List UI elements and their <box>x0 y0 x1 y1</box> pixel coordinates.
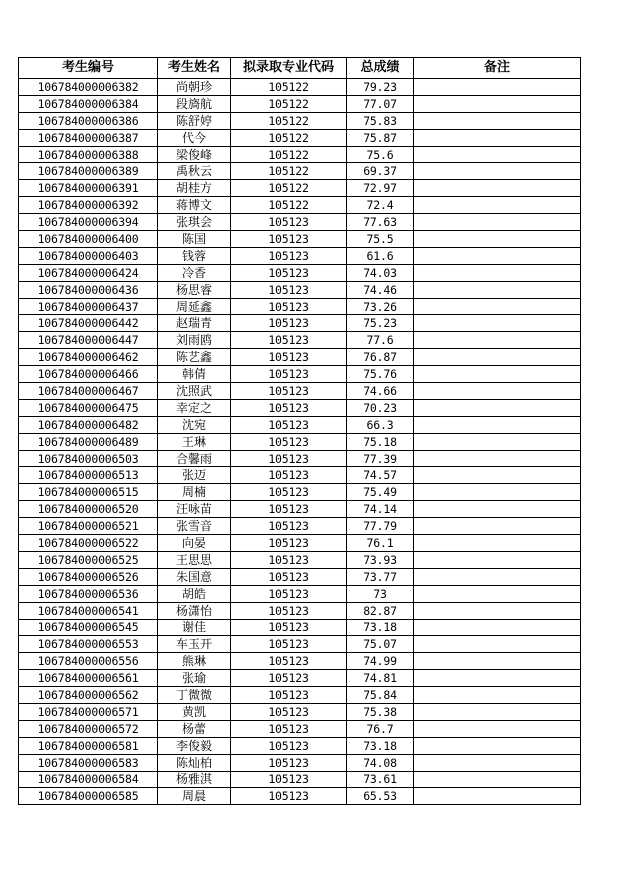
candidate-id-cell: 106784000006424 <box>19 264 158 281</box>
table-row <box>19 332 581 349</box>
remarks-cell <box>414 180 581 197</box>
candidate-name-cell: 陈国 <box>158 231 231 248</box>
candidate-name-cell: 代今 <box>158 129 231 146</box>
remarks-cell <box>414 703 581 720</box>
candidate-name-cell: 陈舒婷 <box>158 112 231 129</box>
candidate-name-cell: 冷香 <box>158 264 231 281</box>
table-row <box>19 737 581 754</box>
table-row <box>19 281 581 298</box>
major-code-cell: 105123 <box>231 788 347 805</box>
candidate-name-cell: 韩倩 <box>158 366 231 383</box>
candidate-id-cell: 106784000006515 <box>19 484 158 501</box>
candidate-id-cell: 106784000006394 <box>19 214 158 231</box>
remarks-cell <box>414 636 581 653</box>
candidate-name-cell: 杨雅淇 <box>158 771 231 788</box>
major-code-cell: 105123 <box>231 450 347 467</box>
remarks-cell <box>414 332 581 349</box>
remarks-cell <box>414 467 581 484</box>
candidate-id-cell: 106784000006581 <box>19 737 158 754</box>
total-score-cell: 74.14 <box>347 501 414 518</box>
candidate-name-cell: 李俊毅 <box>158 737 231 754</box>
table-row <box>19 636 581 653</box>
total-score-cell: 72.4 <box>347 197 414 214</box>
candidate-name-cell: 沈照武 <box>158 383 231 400</box>
total-score-cell: 65.53 <box>347 788 414 805</box>
table-row <box>19 163 581 180</box>
table-row <box>19 450 581 467</box>
table-row <box>19 754 581 771</box>
total-score-cell: 73 <box>347 585 414 602</box>
major-code-cell: 105122 <box>231 197 347 214</box>
remarks-cell <box>414 129 581 146</box>
table-row <box>19 484 581 501</box>
major-code-cell: 105122 <box>231 163 347 180</box>
total-score-cell: 75.38 <box>347 703 414 720</box>
major-code-cell: 105123 <box>231 636 347 653</box>
candidate-name-cell: 胡皓 <box>158 585 231 602</box>
candidate-name-cell: 黄凯 <box>158 703 231 720</box>
major-code-cell: 105123 <box>231 551 347 568</box>
table-row <box>19 247 581 264</box>
major-code-cell: 105123 <box>231 467 347 484</box>
total-score-cell: 73.18 <box>347 619 414 636</box>
total-score-cell: 74.03 <box>347 264 414 281</box>
candidate-id-cell: 106784000006585 <box>19 788 158 805</box>
total-score-cell: 75.5 <box>347 231 414 248</box>
remarks-cell <box>414 535 581 552</box>
major-code-cell: 105122 <box>231 112 347 129</box>
major-code-cell: 105123 <box>231 737 347 754</box>
remarks-cell <box>414 315 581 332</box>
table-row <box>19 416 581 433</box>
table-row <box>19 146 581 163</box>
remarks-cell <box>414 771 581 788</box>
candidate-name-cell: 沈宛 <box>158 416 231 433</box>
remarks-cell <box>414 433 581 450</box>
major-code-cell: 105123 <box>231 416 347 433</box>
candidate-id-cell: 106784000006503 <box>19 450 158 467</box>
table-row <box>19 399 581 416</box>
candidate-id-cell: 106784000006525 <box>19 551 158 568</box>
major-code-cell: 105122 <box>231 146 347 163</box>
table-row <box>19 433 581 450</box>
total-score-cell: 74.46 <box>347 281 414 298</box>
candidate-id-cell: 106784000006521 <box>19 518 158 535</box>
total-score-cell: 69.37 <box>347 163 414 180</box>
table-row <box>19 383 581 400</box>
table-row <box>19 653 581 670</box>
total-score-cell: 75.83 <box>347 112 414 129</box>
major-code-cell: 105123 <box>231 247 347 264</box>
remarks-cell <box>414 518 581 535</box>
major-code-cell: 105123 <box>231 264 347 281</box>
remarks-cell <box>414 214 581 231</box>
candidate-id-cell: 106784000006561 <box>19 670 158 687</box>
total-score-cell: 74.57 <box>347 467 414 484</box>
total-score-cell: 73.77 <box>347 568 414 585</box>
table-row <box>19 349 581 366</box>
major-code-cell: 105122 <box>231 95 347 112</box>
candidate-name-cell: 胡桂方 <box>158 180 231 197</box>
candidate-name-cell: 蒋博文 <box>158 197 231 214</box>
major-code-cell: 105123 <box>231 332 347 349</box>
candidate-name-cell: 王琳 <box>158 433 231 450</box>
candidate-name-cell: 谢佳 <box>158 619 231 636</box>
candidate-name-cell: 杨蕾 <box>158 720 231 737</box>
remarks-cell <box>414 602 581 619</box>
candidate-name-cell: 尚朝珍 <box>158 79 231 96</box>
admission-score-table <box>18 57 581 805</box>
remarks-cell <box>414 416 581 433</box>
candidate-id-cell: 106784000006556 <box>19 653 158 670</box>
major-code-cell: 105122 <box>231 129 347 146</box>
remarks-cell <box>414 366 581 383</box>
candidate-id-cell: 106784000006442 <box>19 315 158 332</box>
header-remarks: 备注 <box>414 58 581 79</box>
table-header <box>19 58 581 79</box>
table-row <box>19 214 581 231</box>
major-code-cell: 105123 <box>231 670 347 687</box>
remarks-cell <box>414 247 581 264</box>
total-score-cell: 74.81 <box>347 670 414 687</box>
remarks-cell <box>414 163 581 180</box>
total-score-cell: 75.18 <box>347 433 414 450</box>
table-row <box>19 788 581 805</box>
total-score-cell: 77.79 <box>347 518 414 535</box>
remarks-cell <box>414 112 581 129</box>
candidate-name-cell: 陈灿柏 <box>158 754 231 771</box>
candidate-name-cell: 朱国意 <box>158 568 231 585</box>
remarks-cell <box>414 95 581 112</box>
candidate-name-cell: 陈艺鑫 <box>158 349 231 366</box>
total-score-cell: 74.08 <box>347 754 414 771</box>
candidate-id-cell: 106784000006545 <box>19 619 158 636</box>
total-score-cell: 77.39 <box>347 450 414 467</box>
major-code-cell: 105123 <box>231 602 347 619</box>
table-row <box>19 551 581 568</box>
table-body <box>19 79 581 805</box>
candidate-name-cell: 车玉开 <box>158 636 231 653</box>
candidate-id-cell: 106784000006387 <box>19 129 158 146</box>
candidate-name-cell: 张瑜 <box>158 670 231 687</box>
table-row <box>19 602 581 619</box>
total-score-cell: 77.63 <box>347 214 414 231</box>
candidate-id-cell: 106784000006436 <box>19 281 158 298</box>
major-code-cell: 105123 <box>231 484 347 501</box>
table-row <box>19 619 581 636</box>
total-score-cell: 77.07 <box>347 95 414 112</box>
major-code-cell: 105123 <box>231 366 347 383</box>
candidate-id-cell: 106784000006541 <box>19 602 158 619</box>
candidate-id-cell: 106784000006572 <box>19 720 158 737</box>
major-code-cell: 105123 <box>231 720 347 737</box>
candidate-id-cell: 106784000006536 <box>19 585 158 602</box>
candidate-name-cell: 向晏 <box>158 535 231 552</box>
table-row <box>19 79 581 96</box>
table-row <box>19 501 581 518</box>
candidate-name-cell: 禹秋云 <box>158 163 231 180</box>
candidate-id-cell: 106784000006447 <box>19 332 158 349</box>
total-score-cell: 77.6 <box>347 332 414 349</box>
candidate-id-cell: 106784000006437 <box>19 298 158 315</box>
candidate-name-cell: 熊琳 <box>158 653 231 670</box>
remarks-cell <box>414 231 581 248</box>
candidate-name-cell: 合馨雨 <box>158 450 231 467</box>
table-row <box>19 197 581 214</box>
candidate-id-cell: 106784000006391 <box>19 180 158 197</box>
major-code-cell: 105123 <box>231 231 347 248</box>
remarks-cell <box>414 383 581 400</box>
total-score-cell: 73.61 <box>347 771 414 788</box>
remarks-cell <box>414 619 581 636</box>
total-score-cell: 75.87 <box>347 129 414 146</box>
major-code-cell: 105123 <box>231 383 347 400</box>
candidate-name-cell: 张琪会 <box>158 214 231 231</box>
remarks-cell <box>414 264 581 281</box>
major-code-cell: 105123 <box>231 754 347 771</box>
candidate-id-cell: 106784000006489 <box>19 433 158 450</box>
candidate-id-cell: 106784000006466 <box>19 366 158 383</box>
candidate-id-cell: 106784000006513 <box>19 467 158 484</box>
major-code-cell: 105123 <box>231 298 347 315</box>
header-major-code: 拟录取专业代码 <box>231 58 347 79</box>
total-score-cell: 75.76 <box>347 366 414 383</box>
table-row <box>19 95 581 112</box>
candidate-id-cell: 106784000006482 <box>19 416 158 433</box>
candidate-id-cell: 106784000006562 <box>19 687 158 704</box>
table-row <box>19 467 581 484</box>
remarks-cell <box>414 399 581 416</box>
table-row <box>19 366 581 383</box>
candidate-name-cell: 周晨 <box>158 788 231 805</box>
candidate-name-cell: 张雪音 <box>158 518 231 535</box>
total-score-cell: 74.66 <box>347 383 414 400</box>
major-code-cell: 105123 <box>231 568 347 585</box>
major-code-cell: 105123 <box>231 703 347 720</box>
remarks-cell <box>414 146 581 163</box>
candidate-name-cell: 刘雨鸥 <box>158 332 231 349</box>
candidate-id-cell: 106784000006584 <box>19 771 158 788</box>
remarks-cell <box>414 281 581 298</box>
remarks-cell <box>414 687 581 704</box>
table-row <box>19 518 581 535</box>
candidate-id-cell: 106784000006520 <box>19 501 158 518</box>
total-score-cell: 74.99 <box>347 653 414 670</box>
major-code-cell: 105122 <box>231 180 347 197</box>
total-score-cell: 72.97 <box>347 180 414 197</box>
total-score-cell: 76.87 <box>347 349 414 366</box>
remarks-cell <box>414 501 581 518</box>
candidate-id-cell: 106784000006400 <box>19 231 158 248</box>
header-candidate-id: 考生编号 <box>19 58 158 79</box>
major-code-cell: 105123 <box>231 585 347 602</box>
candidate-id-cell: 106784000006403 <box>19 247 158 264</box>
remarks-cell <box>414 670 581 687</box>
major-code-cell: 105123 <box>231 281 347 298</box>
remarks-cell <box>414 720 581 737</box>
candidate-name-cell: 梁俊峰 <box>158 146 231 163</box>
major-code-cell: 105123 <box>231 653 347 670</box>
table-row <box>19 315 581 332</box>
remarks-cell <box>414 450 581 467</box>
total-score-cell: 79.23 <box>347 79 414 96</box>
table-row <box>19 703 581 720</box>
table-row <box>19 771 581 788</box>
table-row <box>19 535 581 552</box>
candidate-id-cell: 106784000006526 <box>19 568 158 585</box>
candidate-id-cell: 106784000006467 <box>19 383 158 400</box>
total-score-cell: 61.6 <box>347 247 414 264</box>
candidate-id-cell: 106784000006462 <box>19 349 158 366</box>
candidate-name-cell: 张迈 <box>158 467 231 484</box>
total-score-cell: 82.87 <box>347 602 414 619</box>
candidate-id-cell: 106784000006382 <box>19 79 158 96</box>
remarks-cell <box>414 585 581 602</box>
candidate-name-cell: 段旖航 <box>158 95 231 112</box>
total-score-cell: 70.23 <box>347 399 414 416</box>
header-total-score: 总成绩 <box>347 58 414 79</box>
remarks-cell <box>414 551 581 568</box>
total-score-cell: 75.49 <box>347 484 414 501</box>
remarks-cell <box>414 653 581 670</box>
major-code-cell: 105123 <box>231 501 347 518</box>
major-code-cell: 105123 <box>231 535 347 552</box>
candidate-name-cell: 王思思 <box>158 551 231 568</box>
major-code-cell: 105123 <box>231 687 347 704</box>
remarks-cell <box>414 79 581 96</box>
total-score-cell: 75.84 <box>347 687 414 704</box>
candidate-name-cell: 周楠 <box>158 484 231 501</box>
table-row <box>19 298 581 315</box>
candidate-id-cell: 106784000006475 <box>19 399 158 416</box>
candidate-name-cell: 赵瑞青 <box>158 315 231 332</box>
major-code-cell: 105123 <box>231 771 347 788</box>
candidate-name-cell: 丁微微 <box>158 687 231 704</box>
candidate-name-cell: 周延鑫 <box>158 298 231 315</box>
remarks-cell <box>414 298 581 315</box>
candidate-id-cell: 106784000006571 <box>19 703 158 720</box>
total-score-cell: 75.07 <box>347 636 414 653</box>
total-score-cell: 73.26 <box>347 298 414 315</box>
total-score-cell: 76.7 <box>347 720 414 737</box>
table-row <box>19 231 581 248</box>
major-code-cell: 105123 <box>231 433 347 450</box>
remarks-cell <box>414 568 581 585</box>
total-score-cell: 73.18 <box>347 737 414 754</box>
candidate-id-cell: 106784000006389 <box>19 163 158 180</box>
remarks-cell <box>414 484 581 501</box>
table-row <box>19 180 581 197</box>
table-row <box>19 568 581 585</box>
total-score-cell: 76.1 <box>347 535 414 552</box>
candidate-name-cell: 杨潇怡 <box>158 602 231 619</box>
table-row <box>19 720 581 737</box>
remarks-cell <box>414 349 581 366</box>
total-score-cell: 66.3 <box>347 416 414 433</box>
remarks-cell <box>414 788 581 805</box>
table-row <box>19 112 581 129</box>
total-score-cell: 73.93 <box>347 551 414 568</box>
remarks-cell <box>414 754 581 771</box>
remarks-cell <box>414 197 581 214</box>
total-score-cell: 75.23 <box>347 315 414 332</box>
candidate-id-cell: 106784000006384 <box>19 95 158 112</box>
remarks-cell <box>414 737 581 754</box>
table-row <box>19 687 581 704</box>
header-row <box>19 58 581 79</box>
table-row <box>19 670 581 687</box>
table-row <box>19 129 581 146</box>
candidate-id-cell: 106784000006583 <box>19 754 158 771</box>
candidate-id-cell: 106784000006553 <box>19 636 158 653</box>
total-score-cell: 75.6 <box>347 146 414 163</box>
candidate-id-cell: 106784000006386 <box>19 112 158 129</box>
candidate-name-cell: 幸定之 <box>158 399 231 416</box>
major-code-cell: 105123 <box>231 619 347 636</box>
candidate-id-cell: 106784000006388 <box>19 146 158 163</box>
major-code-cell: 105123 <box>231 315 347 332</box>
candidate-id-cell: 106784000006392 <box>19 197 158 214</box>
candidate-id-cell: 106784000006522 <box>19 535 158 552</box>
table-row <box>19 264 581 281</box>
candidate-name-cell: 汪咏苗 <box>158 501 231 518</box>
header-candidate-name: 考生姓名 <box>158 58 231 79</box>
candidate-name-cell: 杨思睿 <box>158 281 231 298</box>
candidate-name-cell: 钱蓉 <box>158 247 231 264</box>
major-code-cell: 105123 <box>231 349 347 366</box>
table-row <box>19 585 581 602</box>
major-code-cell: 105123 <box>231 399 347 416</box>
major-code-cell: 105122 <box>231 79 347 96</box>
major-code-cell: 105123 <box>231 518 347 535</box>
major-code-cell: 105123 <box>231 214 347 231</box>
